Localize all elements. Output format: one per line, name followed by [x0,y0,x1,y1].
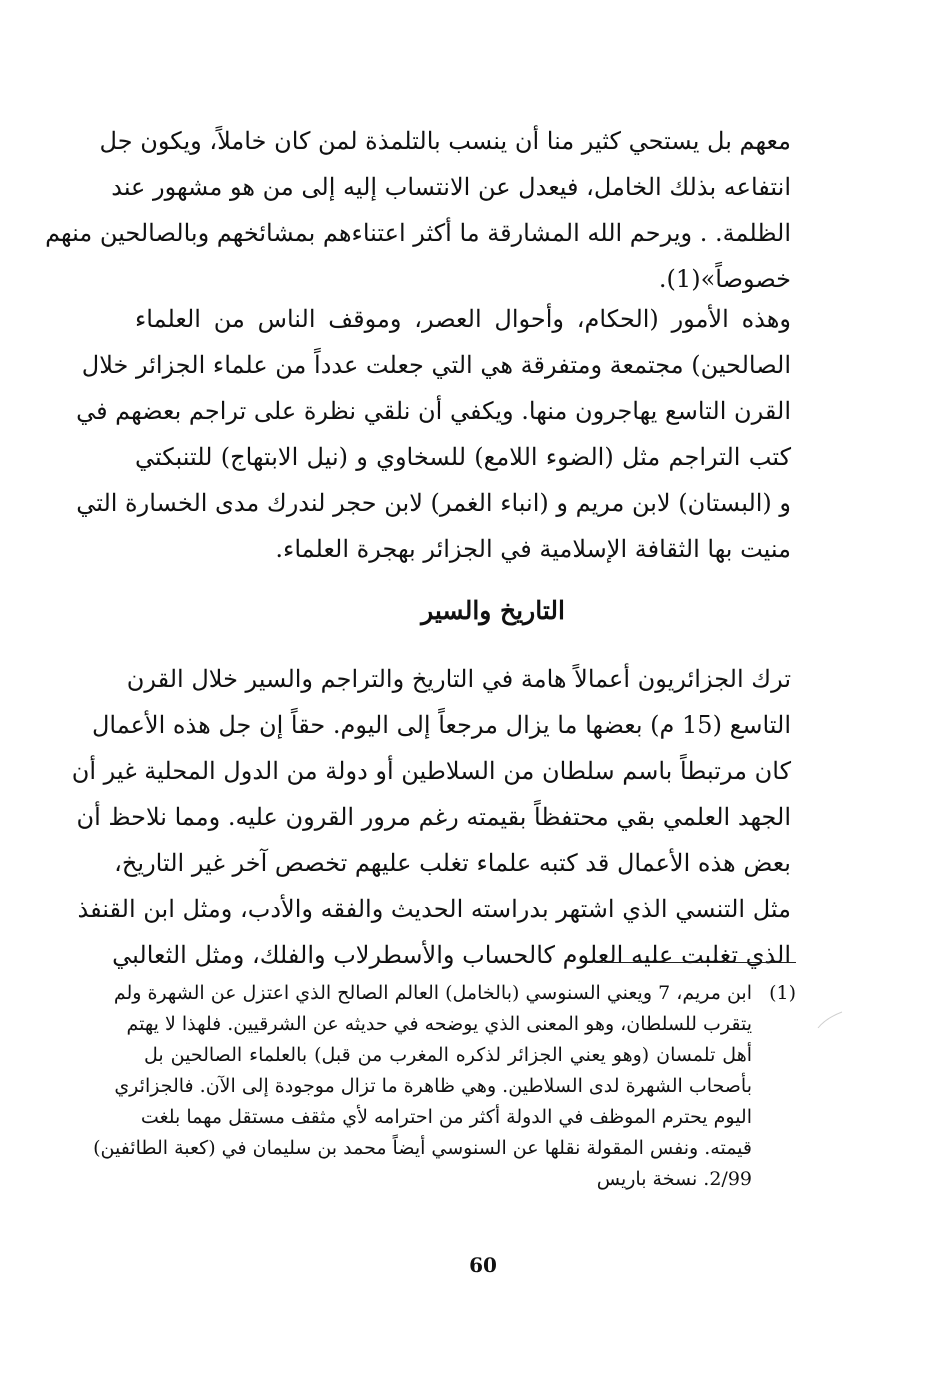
text-line: و (البستان) لابن مريم و (انباء الغمر) لابن حجر لندرك مدى الخسارة التي [76,489,791,517]
footnote-line: أهل تلمسان (وهو يعني الجزائر لذكره المغرب من قبل) بالعلماء الصالحين بل [144,1044,752,1066]
scan-smudge [816,1010,844,1030]
text-line: الذي تغلبت عليه العلوم كالحساب والأسطرلاب والفلك، ومثل الثعالبي [112,941,791,969]
footnote-line: قيمته. ونفس المقولة نقلها عن السنوسي أيضاً محمد بن سليمان في (كعبة الطائفين) [93,1137,752,1159]
text-line: انتفاعه بذلك الخامل، فيعدل عن الانتساب إليه إلى من هو مشهور عند [111,173,791,201]
text-line: الصالحين) مجتمعة ومتفرقة هي التي جعلت عدداً من علماء الجزائر خلال [81,351,791,379]
footnote-marker: (1) [769,982,796,1004]
page-number: 60 [469,1253,497,1277]
text-line: مثل التنسي الذي اشتهر بدراسته الحديث والفقه والأدب، ومثل ابن القنفذ [77,895,791,923]
text-line: ترك الجزائريون أعمالاً هامة في التاريخ والتراجم والسير خلال القرن [126,665,791,693]
footnote-line: 2/99. نسخة باريس [596,1168,752,1190]
text-line: منيت بها الثقافة الإسلامية في الجزائر بهجرة العلماء. [275,535,791,563]
text-line: الجهد العلمي بقي محتفظاً بقيمته رغم مرور القرون عليه. ومما نلاحظ أن [76,803,791,831]
footnote-line: بأصحاب الشهرة لدى السلاطين. وهي ظاهرة ما تزال موجودة إلى الآن. فالجزائري [114,1075,752,1097]
paragraph-scholars-emigration [76,296,791,572]
footnote-body [93,978,752,1195]
paragraph-history-works [71,656,791,978]
text-line: كان مرتبطاً باسم سلطان من السلاطين أو دولة من الدول المحلية غير أن [71,757,791,785]
text-line: معهم بل يستحي كثير منا أن ينسب بالتلمذة لمن كان خاملاً، ويكون جل [99,127,791,155]
text-line: كتب التراجم مثل (الضوء اللامع) للسخاوي و (نيل الابتهاج) للتنبكتي [135,443,791,471]
footnote-line: ابن مريم، 7 ويعني السنوسي (بالخامل) العالم الصالح الذي اعتزل عن الشهرة ولم [113,982,752,1004]
footnote-line: اليوم يحترم الموظف في الدولة أكثر من احترامه لأي مثقف مستقل مهما بلغت [140,1106,752,1128]
text-line: الظلمة. . ويرحم الله المشارقة ما أكثر اعتناءهم بمشائخهم وبالصالحين منهم [45,219,791,247]
text-line: التاسع (15 م) بعضها ما يزال مرجعاً إلى اليوم. حقاً إن جل هذه الأعمال [91,711,791,739]
text-line: بعض هذه الأعمال قد كتبه علماء تغلب عليهم تخصص آخر غير التاريخ، [114,849,791,877]
footnote [93,978,796,1195]
text-line: خصوصاً»(1). [658,265,791,293]
paragraph-quote-ending [45,118,791,302]
footnote-line: يتقرب للسلطان، وهو المعنى الذي يوضحه في حديثه عن الشرقيين. فلهذا لا يهتم [126,1013,752,1035]
text-line: القرن التاسع يهاجرون منها. ويكفي أن نلقي نظرة على تراجم بعضهم في [76,397,791,425]
text-line: وهذه الأمور (الحكام، وأحوال العصر، وموقف الناس من العلماء [135,305,791,333]
footnote-divider [600,962,796,963]
section-heading: التاريخ والسير [421,596,565,625]
